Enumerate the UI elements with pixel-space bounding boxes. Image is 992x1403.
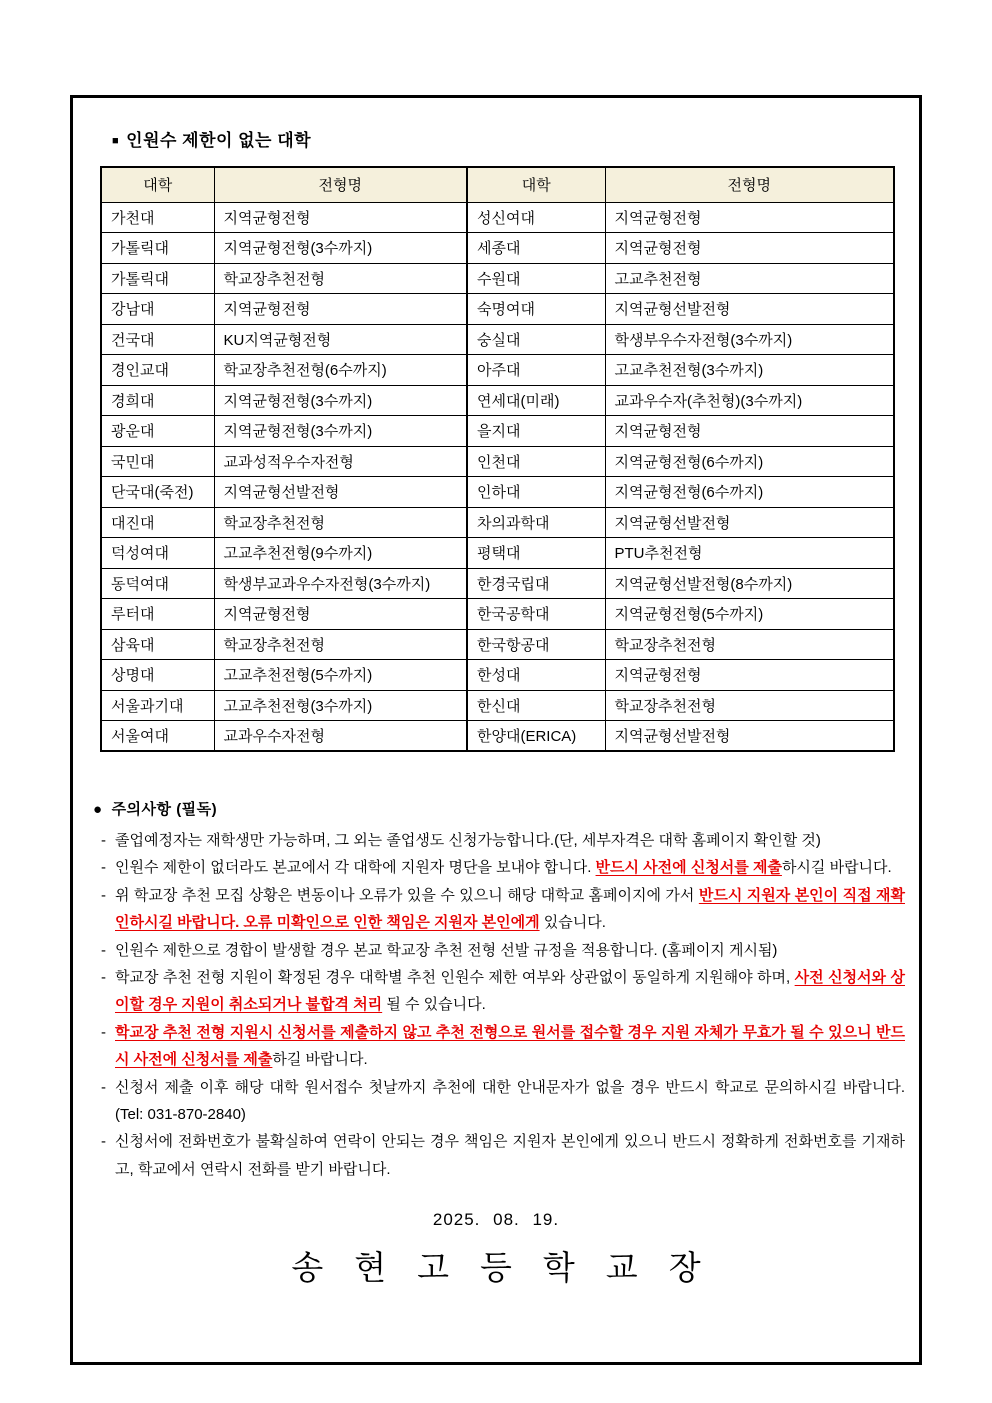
table-row [101,660,894,691]
note-segment: 될 수 있습니다. [382,996,486,1014]
admission-type-cell: 지역균형선발전형 [605,507,894,538]
note-item [93,1128,905,1183]
dash-bullet: - [101,859,106,877]
university-cell: 건국대 [101,324,214,355]
university-cell: 덕성여대 [101,538,214,569]
university-cell: 가천대 [101,202,214,233]
note-segment: 인원수 제한이 없더라도 본교에서 각 대학에 지원자 명단을 보내야 합니다. [115,859,596,877]
section-title [112,126,311,151]
table-row [101,477,894,508]
note-item [93,964,905,1019]
university-table [100,166,895,752]
dash-bullet: - [101,1023,106,1041]
table-row [101,263,894,294]
university-cell: 동덕여대 [101,568,214,599]
note-item [93,1074,905,1129]
university-table-wrap [100,166,895,752]
table-row [101,202,894,233]
university-cell: 숭실대 [467,324,605,355]
admission-type-cell: 지역균형전형 [214,599,467,630]
column-header-university-2: 대학 [467,167,605,202]
table-row [101,599,894,630]
admission-type-cell: 지역균형전형(3수까지) [214,416,467,447]
university-cell: 한경국립대 [467,568,605,599]
admission-type-cell: 교과우수자(추천형)(3수까지) [605,385,894,416]
note-segment: 위 학교장 추천 모집 상황은 변동이나 오류가 있을 수 있으니 해당 대학교 홈페이지에 가서 [115,886,699,904]
university-cell: 수원대 [467,263,605,294]
university-cell: 단국대(죽전) [101,477,214,508]
university-cell: 아주대 [467,355,605,386]
section-title-text: 인원수 제한이 없는 대학 [126,131,312,150]
admission-type-cell: 지역균형선발전형 [605,721,894,752]
admission-type-cell: 학교장추천전형 [214,263,467,294]
column-header-admission-1: 전형명 [214,167,467,202]
notes-heading [93,798,905,819]
note-emphasis-red: 사전 신청서와 상이할 경우 지원이 취소되거나 불합격 처리 [115,969,905,1014]
note-text [115,1019,905,1074]
admission-type-cell: 지역균형선발전형(8수까지) [605,568,894,599]
university-cell: 대진대 [101,507,214,538]
table-row [101,385,894,416]
note-text [115,1128,905,1183]
university-cell: 을지대 [467,416,605,447]
note-item [93,882,905,937]
table-row [101,355,894,386]
note-text [115,1074,905,1129]
table-row [101,568,894,599]
square-bullet-icon: ■ [112,135,120,147]
admission-type-cell: 고교추천전형(3수까지) [214,690,467,721]
table-header-row [101,167,894,202]
table-row [101,324,894,355]
notes-list [93,827,905,1183]
admission-type-cell: 지역균형전형 [214,294,467,325]
note-segment: 있습니다. [539,914,606,932]
admission-type-cell: 고교추천전형 [605,263,894,294]
university-cell: 한신대 [467,690,605,721]
university-cell: 루터대 [101,599,214,630]
university-cell: 연세대(미래) [467,385,605,416]
university-table-body [101,202,894,751]
admission-type-cell: 지역균형전형 [605,660,894,691]
admission-type-cell: 지역균형전형 [605,202,894,233]
note-item [93,827,905,854]
note-emphasis-red: 학교장 추천 전형 지원시 신청서를 제출하지 않고 추천 전형으로 원서를 접수할 경우 지원 자체가 무효가 될 수 있으니 반드시 사전에 신청서를 제출 [115,1023,905,1069]
admission-type-cell: 지역균형전형(5수까지) [605,599,894,630]
note-text [115,937,905,964]
column-header-admission-2: 전형명 [605,167,894,202]
university-cell: 경인교대 [101,355,214,386]
university-cell: 성신여대 [467,202,605,233]
university-cell: 세종대 [467,233,605,264]
admission-type-cell: 지역균형전형(6수까지) [605,477,894,508]
dash-bullet: - [101,886,106,904]
admission-type-cell: 지역균형전형(3수까지) [214,233,467,264]
table-row [101,446,894,477]
note-segment: 졸업예정자는 재학생만 가능하며, 그 외는 졸업생도 신청가능합니다.(단, 세부자격은 대학 홈페이지 확인할 것) [115,832,821,849]
note-text [115,827,905,854]
principal-signature: 송현고등학교장 [291,1249,732,1286]
university-cell: 강남대 [101,294,214,325]
admission-type-cell: 고교추천전형(3수까지) [605,355,894,386]
note-item [93,937,905,964]
note-segment: 하길 바랍니다. [272,1051,368,1069]
note-emphasis-red: 반드시 지원자 본인이 직접 재확인하시길 바랍니다. 오류 미확인으로 인한 책임은 지원자 본인에게 [115,886,905,932]
university-cell: 차의과학대 [467,507,605,538]
admission-type-cell: 학교장추천전형 [605,629,894,660]
university-cell: 가톨릭대 [101,263,214,294]
admission-type-cell: 학교장추천전형 [214,507,467,538]
admission-type-cell: 지역균형선발전형 [605,294,894,325]
admission-type-cell: 학생부우수자전형(3수까지) [605,324,894,355]
admission-type-cell: 교과성적우수자전형 [214,446,467,477]
university-cell: 한국공학대 [467,599,605,630]
admission-type-cell: 지역균형전형 [605,233,894,264]
admission-type-cell: 지역균형전형 [605,416,894,447]
university-cell: 삼육대 [101,629,214,660]
notes-heading-text: 주의사항 (필독) [111,801,218,818]
university-cell: 상명대 [101,660,214,691]
admission-type-cell: 지역균형선발전형 [214,477,467,508]
admission-type-cell: 학생부교과우수자전형(3수까지) [214,568,467,599]
note-segment: 하시길 바랍니다. [781,859,892,877]
circle-bullet-icon: ● [93,801,103,818]
university-cell: 한성대 [467,660,605,691]
column-header-university-1: 대학 [101,167,214,202]
university-cell: 경희대 [101,385,214,416]
dash-bullet: - [101,1078,106,1096]
table-row [101,416,894,447]
admission-type-cell: 지역균형전형 [214,202,467,233]
university-cell: 한양대(ERICA) [467,721,605,752]
table-row [101,690,894,721]
note-item [93,854,905,881]
note-text [115,882,905,937]
note-segment: 인원수 제한으로 경합이 발생할 경우 본교 학교장 추천 전형 선발 규정을 적용합니다. (홈페이지 게시됨) [115,941,778,959]
university-cell: 광운대 [101,416,214,447]
admission-type-cell: 학교장추천전형 [605,690,894,721]
admission-type-cell: 지역균형전형(6수까지) [605,446,894,477]
admission-type-cell: PTU추천전형 [605,538,894,569]
table-row [101,721,894,752]
university-cell: 국민대 [101,446,214,477]
dash-bullet: - [101,941,106,959]
notes-section [93,798,905,1183]
admission-type-cell: 학교장추천전형 [214,629,467,660]
note-text [115,854,905,881]
university-cell: 서울여대 [101,721,214,752]
university-cell: 평택대 [467,538,605,569]
table-row [101,538,894,569]
document-frame [70,95,922,1365]
university-cell: 인천대 [467,446,605,477]
note-text [115,964,905,1019]
note-segment: 신청서에 전화번호가 불확실하여 연락이 안되는 경우 책임은 지원자 본인에게 있으니 반드시 정확하게 전화번호를 기재하고, 학교에서 연락시 전화를 받기 바랍니다. [115,1133,905,1178]
document-date: 2025. 08. 19. [432,1210,560,1229]
note-item [93,1019,905,1074]
university-cell: 인하대 [467,477,605,508]
admission-type-cell: 고교추천전형(5수까지) [214,660,467,691]
dash-bullet: - [101,1133,106,1151]
note-emphasis-red: 반드시 사전에 신청서를 제출 [595,859,782,877]
admission-type-cell: 교과우수자전형 [214,721,467,752]
university-cell: 서울과기대 [101,690,214,721]
admission-type-cell: 지역균형전형(3수까지) [214,385,467,416]
university-cell: 가톨릭대 [101,233,214,264]
admission-type-cell: 학교장추천전형(6수까지) [214,355,467,386]
university-cell: 숙명여대 [467,294,605,325]
note-segment: 신청서 제출 이후 해당 대학 원서접수 첫날까지 추천에 대한 안내문자가 없을 경우 반드시 학교로 문의하시길 바랍니다. (Tel: 031-870-2840) [115,1078,905,1124]
table-row [101,294,894,325]
table-row [101,507,894,538]
dash-bullet: - [101,969,106,987]
table-row [101,233,894,264]
university-cell: 한국항공대 [467,629,605,660]
admission-type-cell: KU지역균형전형 [214,324,467,355]
note-segment: 학교장 추천 전형 지원이 확정된 경우 대학별 추천 인원수 제한 여부와 상관없이 동일하게 지원해야 하며, [115,969,795,987]
admission-type-cell: 고교추천전형(9수까지) [214,538,467,569]
dash-bullet: - [101,832,106,849]
table-row [101,629,894,660]
